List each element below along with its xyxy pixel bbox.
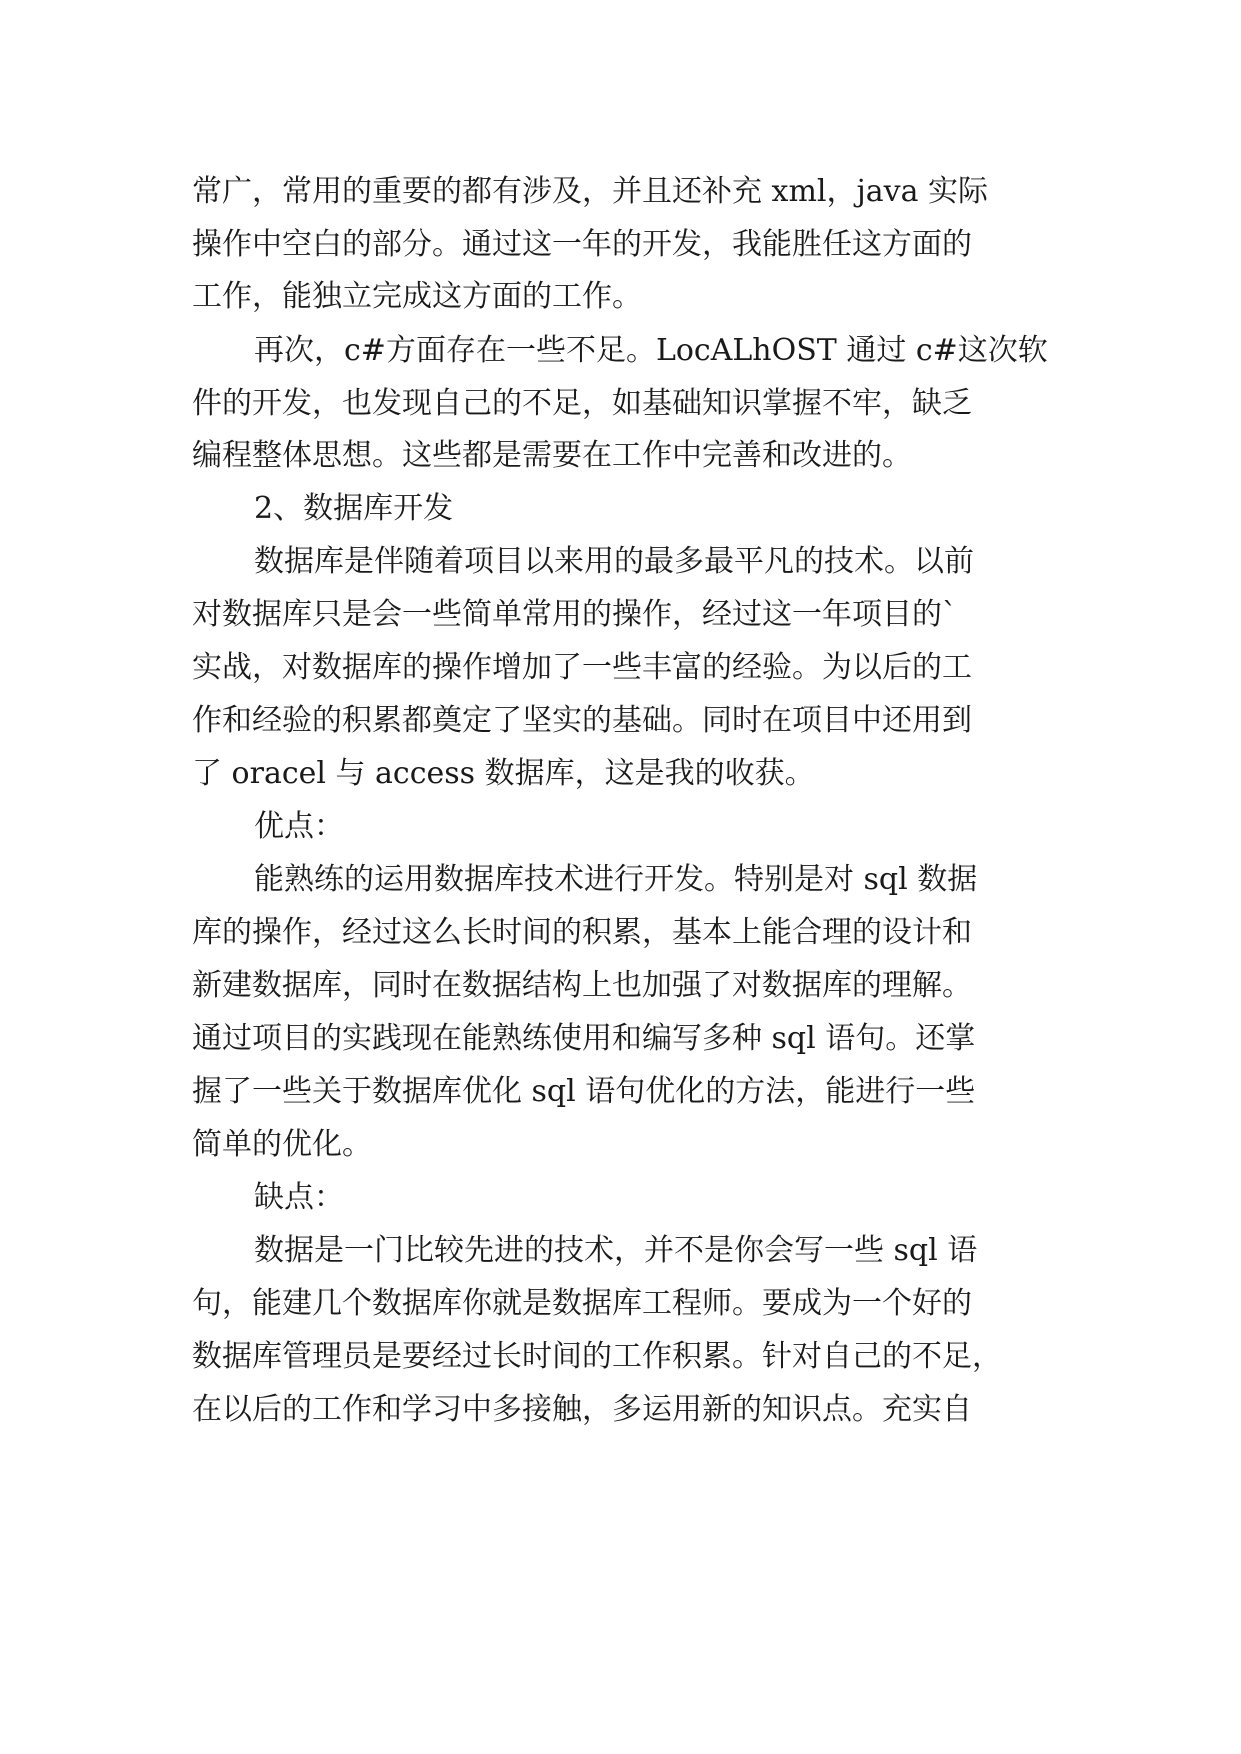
text-line: 件的开发，也发现自己的不足，如基础知识掌握不牢，缺乏 (192, 386, 972, 421)
text-line: 对数据库只是会一些简单常用的操作，经过这一年项目的` (192, 597, 957, 632)
paragraph-first-line: 数据库是伴随着项目以来用的最多最平凡的技术。以前 (254, 544, 974, 579)
text-line: 工作，能独立完成这方面的工作。 (192, 279, 642, 314)
text-line: 在以后的工作和学习中多接触，多运用新的知识点。充实自 (192, 1392, 972, 1427)
paragraph-first-line: 能熟练的运用数据库技术进行开发。特别是对 sql 数据 (254, 862, 978, 897)
text-line: 作和经验的积累都奠定了坚实的基础。同时在项目中还用到 (192, 703, 972, 738)
text-line: 数据库管理员是要经过长时间的工作积累。针对自己的不足， (192, 1339, 1002, 1374)
text-line: 句，能建几个数据库你就是数据库工程师。要成为一个好的 (192, 1286, 972, 1321)
text-line: 握了一些关于数据库优化 sql 语句优化的方法，能进行一些 (192, 1074, 976, 1109)
text-line: 通过项目的实践现在能熟练使用和编写多种 sql 语句。还掌 (192, 1021, 976, 1056)
paragraph-first-line: 数据是一门比较先进的技术，并不是你会写一些 sql 语 (254, 1233, 978, 1268)
paragraph-first-line: 再次，c#方面存在一些不足。LocALhOST 通过 c#这次软 (254, 333, 1048, 368)
text-line: 实战，对数据库的操作增加了一些丰富的经验。为以后的工 (192, 650, 972, 685)
text-line: 了 oracel 与 access 数据库，这是我的收获。 (192, 756, 815, 791)
section-heading: 2、数据库开发 (254, 491, 454, 526)
text-line: 新建数据库，同时在数据结构上也加强了对数据库的理解。 (192, 968, 972, 1003)
text-line: 编程整体思想。这些都是需要在工作中完善和改进的。 (192, 438, 912, 473)
text-line: 简单的优化。 (192, 1127, 372, 1162)
subheading-advantages: 优点： (254, 809, 344, 844)
text-line: 操作中空白的部分。通过这一年的开发，我能胜任这方面的 (192, 227, 972, 262)
subheading-disadvantages: 缺点： (254, 1180, 344, 1215)
text-line: 库的操作，经过这么长时间的积累，基本上能合理的设计和 (192, 915, 972, 950)
text-line: 常广，常用的重要的都有涉及，并且还补充 xml，java 实际 (192, 174, 989, 209)
